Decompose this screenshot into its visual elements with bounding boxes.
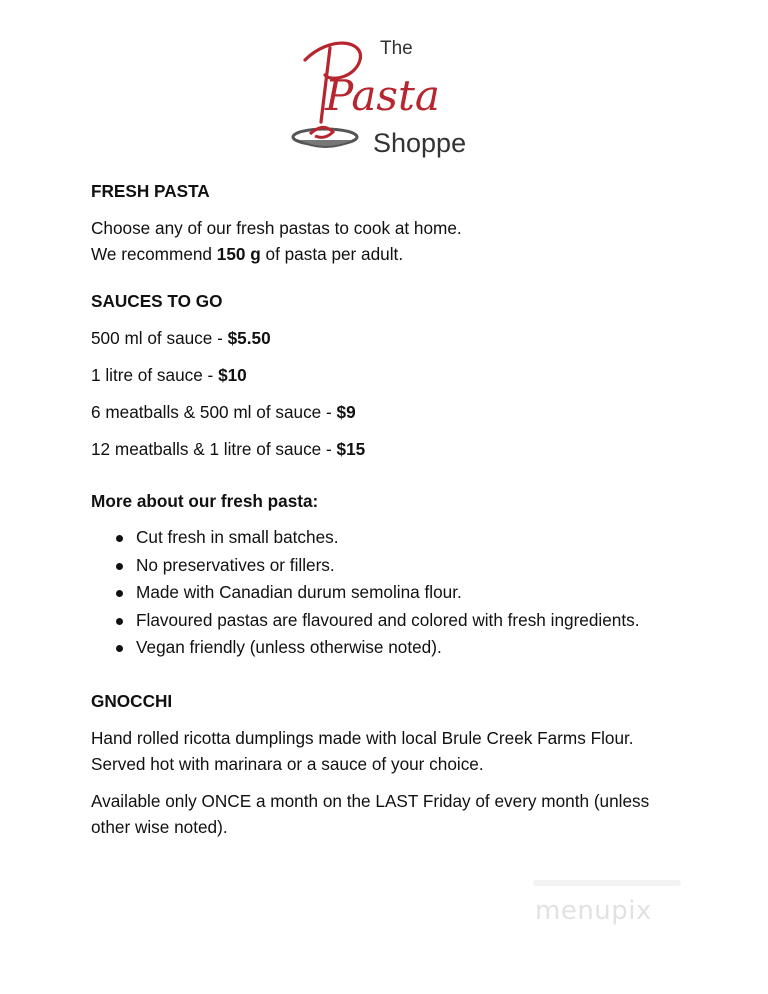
sauce-price: $15 <box>336 439 366 459</box>
about-bullet-list <box>91 524 711 662</box>
watermark-text: menupix <box>535 896 652 926</box>
sauce-desc: 500 ml of sauce - <box>91 328 228 348</box>
sauce-desc: 6 meatballs & 500 ml of sauce - <box>91 402 337 422</box>
about-heading: More about our fresh pasta: <box>91 491 319 511</box>
logo-the-text: The <box>380 38 413 59</box>
fresh-pasta-line-2 <box>91 241 711 267</box>
recommend-suffix: of pasta per adult. <box>260 244 404 264</box>
list-item: Cut fresh in small batches. <box>116 524 711 552</box>
gnocchi-availability-line-2: other wise noted). <box>91 816 228 837</box>
sauce-price: $10 <box>218 365 247 385</box>
menu-content <box>91 178 711 840</box>
gnocchi-desc-line-1: Hand rolled ricotta dumplings made with local Brule Creek Farms Flour. <box>91 727 634 748</box>
watermark-bar <box>533 880 681 886</box>
sauce-price: $5.50 <box>227 328 271 348</box>
recommend-amount: 150 g <box>216 244 261 264</box>
logo-pasta-text: Pasta <box>325 71 440 120</box>
sauce-price: $9 <box>336 402 356 422</box>
recommend-prefix: We recommend <box>91 244 217 264</box>
gnocchi-desc-line-2: Served hot with marinara or a sauce of your choice. <box>91 753 484 774</box>
sauce-item <box>91 436 711 462</box>
logo-graphic <box>285 30 485 160</box>
list-item: No preservatives or fillers. <box>116 552 711 580</box>
gnocchi-availability-line-1: Available only ONCE a month on the LAST Friday of every month (unless <box>91 790 650 811</box>
list-item: Made with Canadian durum semolina flour. <box>116 579 711 607</box>
sauces-heading: SAUCES TO GO <box>91 291 223 311</box>
sauce-desc: 12 meatballs & 1 litre of sauce - <box>91 439 337 459</box>
fresh-pasta-heading: FRESH PASTA <box>91 181 210 201</box>
sauce-desc: 1 litre of sauce - <box>91 365 219 385</box>
list-item: Vegan friendly (unless otherwise noted). <box>116 634 711 662</box>
fresh-pasta-line-1: Choose any of our fresh pastas to cook at home. <box>91 218 462 238</box>
gnocchi-heading: GNOCCHI <box>91 690 173 711</box>
menupix-watermark <box>533 872 683 932</box>
pasta-shoppe-logo <box>285 30 485 160</box>
sauce-item <box>91 399 711 425</box>
list-item: Flavoured pastas are flavoured and colored with fresh ingredients. <box>116 607 711 635</box>
sauce-item <box>91 362 711 388</box>
logo-shoppe-text: Shoppe <box>373 128 467 158</box>
bowl-base-icon <box>297 140 355 147</box>
sauce-item <box>91 325 711 351</box>
